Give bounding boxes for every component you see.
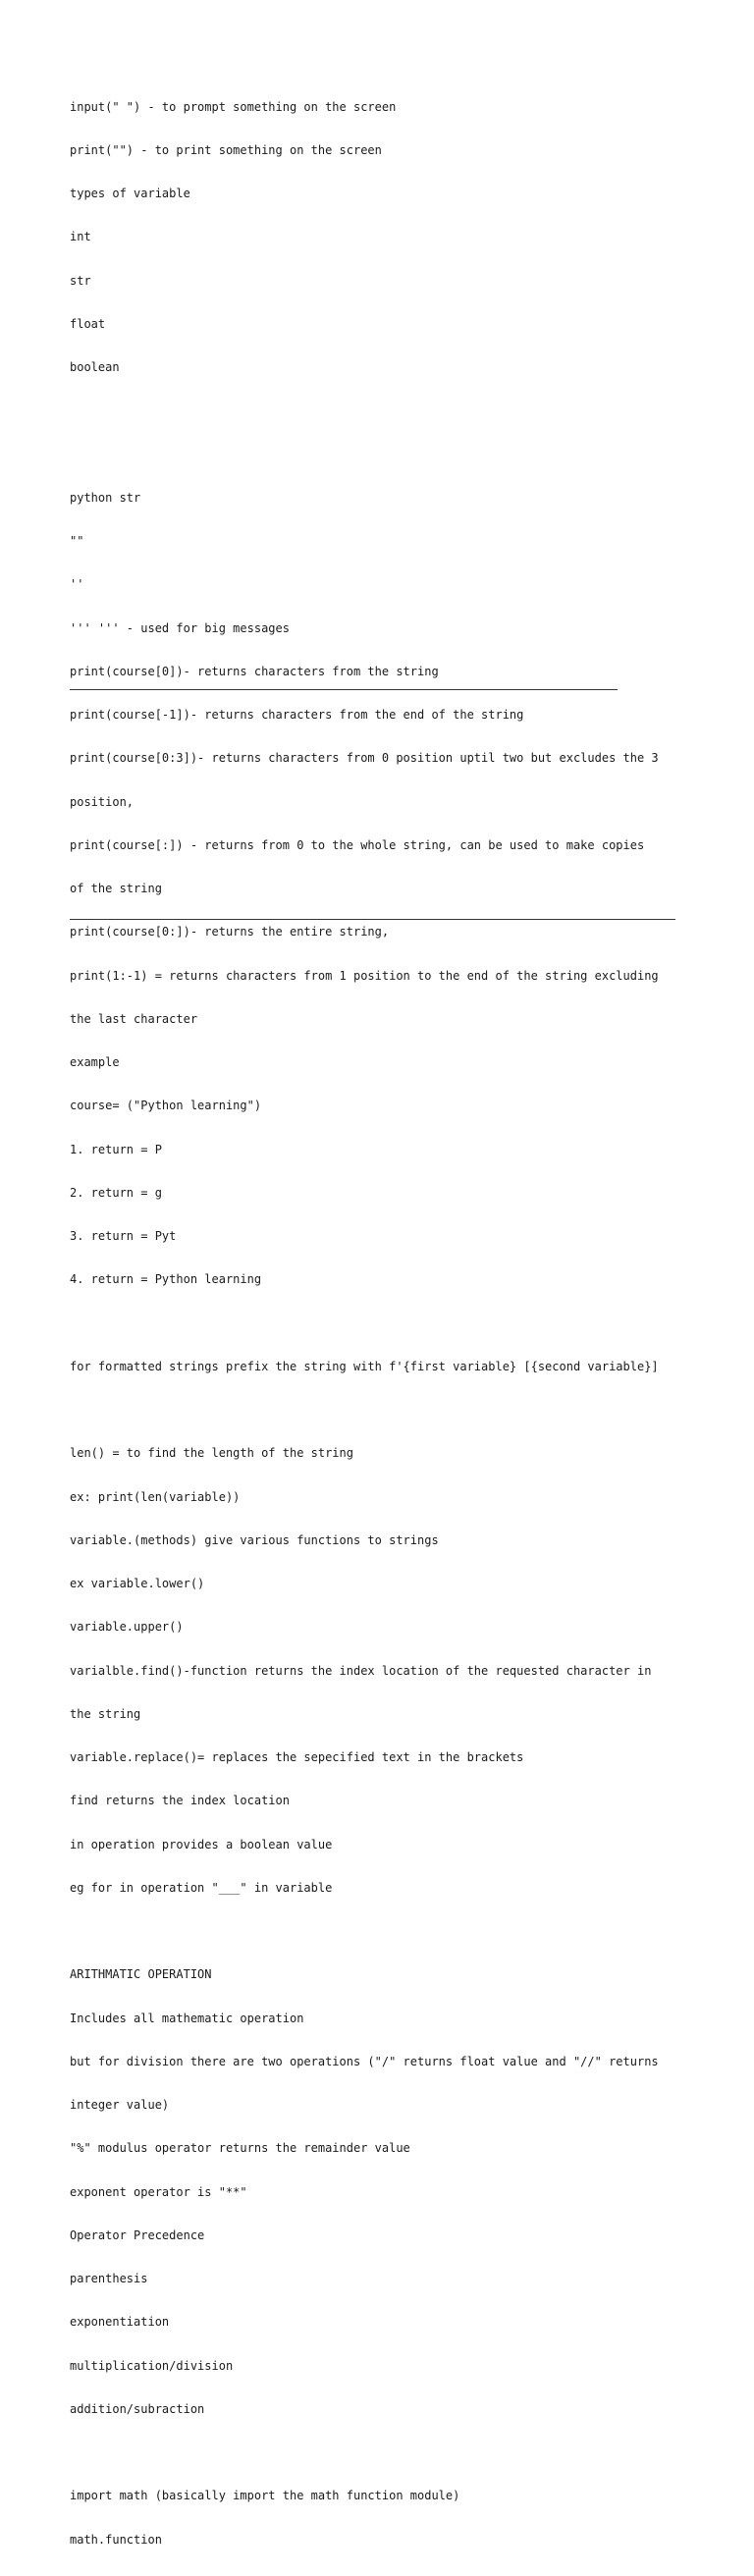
text-line: python str [70, 490, 141, 505]
text-line: import math (basically import the math function module) [70, 2489, 460, 2503]
blank-line [70, 1403, 698, 1418]
text-line: eg for in operation "___" in variable [70, 1880, 333, 1895]
text-line: float [70, 316, 106, 331]
text-line: of the string [70, 882, 162, 895]
text-line: boolean [70, 360, 120, 374]
text-line: variable.upper() [70, 1620, 184, 1635]
horizontal-divider [70, 689, 618, 690]
text-line: 4. return = Python learning [70, 1272, 262, 1287]
blank-line [70, 1924, 698, 1939]
text-line: types of variable [70, 187, 190, 200]
blank-line [70, 448, 698, 462]
text-line: Operator Precedence [70, 2227, 205, 2242]
text-line: varialble.find()-function returns the index location of the requested character in [70, 1663, 652, 1678]
text-line: 2. return = g [70, 1185, 162, 1200]
text-line: the last character [70, 1011, 198, 1026]
text-line: variable.replace()= replaces the sepecified text in the brackets [70, 1750, 524, 1764]
text-line: int [70, 230, 91, 244]
text-line: for formatted strings prefix the string with f'{first variable} [{second variable}] [70, 1359, 659, 1373]
text-line: exponent operator is "**" [70, 2184, 247, 2199]
text-line: addition/subraction [70, 2401, 205, 2416]
section-heading: ARITHMATIC OPERATION [70, 1967, 212, 1982]
text-line: exponentiation [70, 2315, 170, 2330]
text-line: print(course[0:])- returns the entire string, [70, 925, 390, 939]
text-line: print(course[0:3])- returns characters from 0 position uptil two but excludes the 3 [70, 751, 659, 766]
text-line: '' [70, 577, 84, 592]
text-line: the string [70, 1706, 141, 1721]
text-line: print(course[0])- returns characters from the string [70, 664, 439, 678]
text-line: "%" modulus operator returns the remainder value [70, 2141, 410, 2156]
text-line: 1. return = P [70, 1142, 162, 1156]
text-line: integer value) [70, 2098, 170, 2112]
text-line: find returns the index location [70, 1794, 290, 1808]
blank-line [70, 403, 698, 418]
text-line: variable.(methods) give various functions to strings [70, 1532, 439, 1547]
text-line: input(" ") - to prompt something on the screen [70, 99, 397, 114]
text-line: Includes all mathematic operation [70, 2011, 304, 2025]
text-line: but for division there are two operations ("/" returns float value and "//" returns [70, 2054, 659, 2068]
horizontal-divider [70, 919, 675, 920]
text-line: ''' ''' - used for big messages [70, 620, 290, 635]
text-line: ex variable.lower() [70, 1577, 205, 1590]
text-line: print(course[:]) - returns from 0 to the whole string, can be used to make copies [70, 837, 645, 852]
text-line: math.function [70, 2532, 162, 2547]
text-line: example [70, 1055, 120, 1069]
text-line: course= ("Python learning") [70, 1099, 262, 1113]
blank-line [70, 2445, 698, 2460]
text-line: multiplication/division [70, 2358, 234, 2373]
text-line: print(1:-1) = returns characters from 1 position to the end of the string excluding [70, 968, 659, 983]
text-line: position, [70, 794, 135, 809]
text-line: in operation provides a boolean value [70, 1837, 333, 1852]
blank-line [70, 1316, 698, 1331]
text-line: "" [70, 534, 84, 548]
text-line: len() = to find the length of the string [70, 1446, 353, 1461]
text-line: ex: print(len(variable)) [70, 1489, 241, 1504]
notes-text [70, 71, 698, 2576]
text-line: print("") - to print something on the screen [70, 142, 382, 157]
text-line: print(course[-1])- returns characters from the end of the string [70, 708, 524, 722]
text-line: parenthesis [70, 2272, 148, 2285]
text-line: 3. return = Pyt [70, 1229, 177, 1243]
text-line: str [70, 273, 91, 288]
